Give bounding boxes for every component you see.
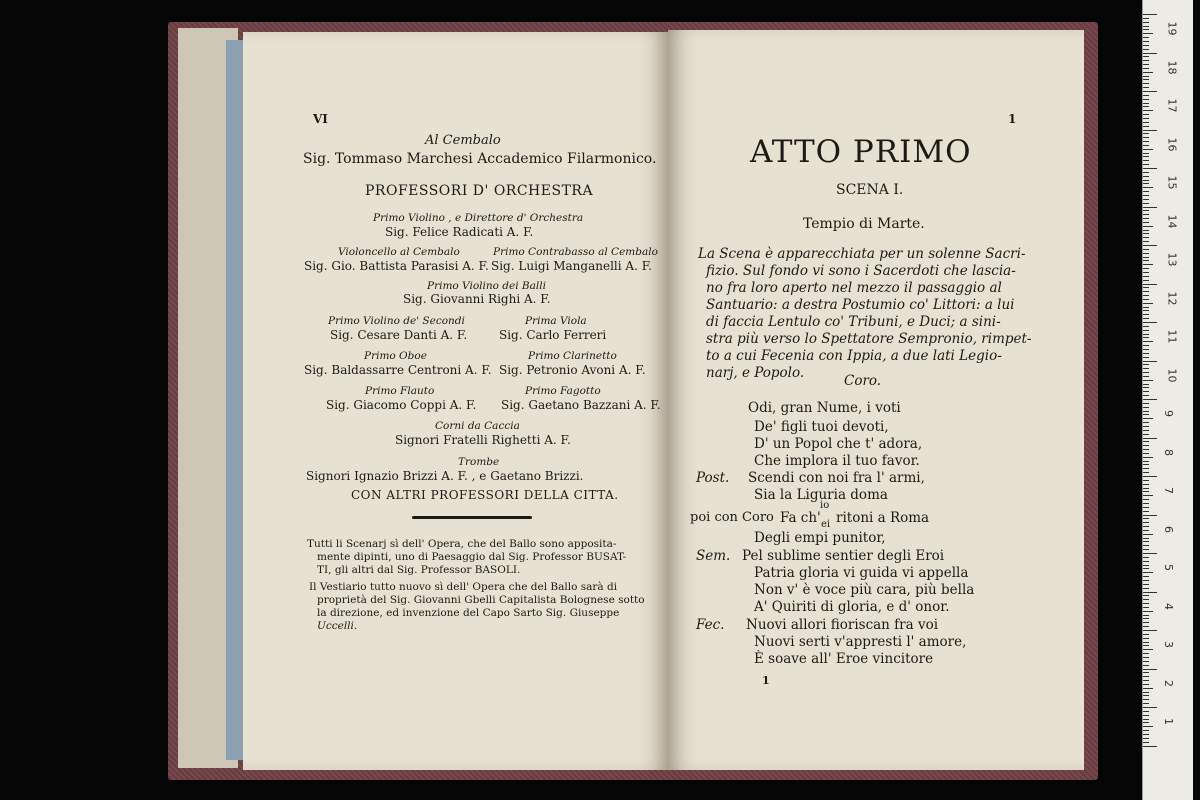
ruler-tick: [1143, 403, 1149, 404]
ruler-tick: [1143, 103, 1149, 104]
ruler-tick: [1143, 422, 1149, 423]
violoncello-role: Violoncello al Cembalo: [338, 246, 460, 258]
ruler-tick: [1143, 226, 1153, 227]
ruler-tick: [1143, 734, 1149, 735]
balli-name: Sig. Giovanni Righi A. F.: [403, 292, 551, 306]
stage-desc-8: narj, e Popolo.: [706, 365, 805, 381]
ruler-tick: [1143, 245, 1157, 246]
ruler-tick: [1143, 164, 1149, 165]
ruler-number: 15: [1165, 175, 1179, 190]
ruler-tick: [1143, 638, 1149, 639]
ruler-tick: [1143, 314, 1149, 315]
ruler-number: 19: [1165, 21, 1179, 36]
ruler-tick: [1143, 461, 1149, 462]
ruler-tick: [1143, 130, 1157, 131]
contrabasso-role: Primo Contrabasso al Cembalo: [493, 246, 658, 258]
ruler-tick: [1143, 260, 1149, 261]
ruler-tick: [1143, 68, 1149, 69]
ruler-tick: [1143, 272, 1149, 273]
oboe-role: Primo Oboe: [364, 350, 427, 362]
ruler-tick: [1143, 79, 1149, 80]
ruler-tick: [1143, 661, 1149, 662]
vestiario-line-1: Il Vestiario tutto nuovo sì dell' Opera che del Ballo sarà di: [309, 581, 618, 593]
ruler-tick: [1143, 310, 1149, 311]
ruler-number: 7: [1162, 487, 1175, 494]
ruler-tick: [1143, 318, 1149, 319]
ruler-tick: [1143, 49, 1149, 50]
ruler-tick: [1143, 345, 1149, 346]
ruler-tick: [1143, 449, 1149, 450]
verse-7-sup: io: [820, 500, 830, 511]
ruler-tick: [1143, 457, 1153, 458]
scene-setting: Tempio di Marte.: [803, 216, 925, 232]
ruler-tick: [1143, 391, 1149, 392]
ruler-tick: [1143, 515, 1157, 516]
primo-violino-name: Sig. Felice Radicati A. F.: [385, 225, 534, 239]
verse-4: Che implora il tuo favor.: [754, 453, 920, 469]
ruler-tick: [1143, 653, 1149, 654]
ruler-tick: [1143, 83, 1149, 84]
ruler-tick: [1143, 187, 1153, 188]
ruler-tick: [1143, 715, 1149, 716]
verse-11: Non v' è voce più cara, più bella: [754, 582, 975, 598]
ruler-tick: [1143, 722, 1149, 723]
ruler-tick: [1143, 561, 1149, 562]
ruler-tick: [1143, 707, 1157, 708]
ruler-tick: [1143, 703, 1149, 704]
ruler-tick: [1143, 214, 1149, 215]
verse-10: Patria gloria vi guida vi appella: [754, 565, 969, 581]
verse-7-pre: Fa ch': [780, 510, 821, 526]
ruler-tick: [1143, 237, 1149, 238]
corni-name: Signori Fratelli Righetti A. F.: [395, 433, 571, 447]
ruler-tick: [1143, 307, 1149, 308]
ruler-tick: [1143, 488, 1149, 489]
verse-9: Pel sublime sentier degli Eroi: [742, 548, 945, 564]
stage-desc-5: di faccia Lentulo co' Tribuni, e Duci; a sini-: [706, 314, 1001, 330]
ruler-tick: [1143, 657, 1149, 658]
ruler-tick: [1143, 541, 1149, 542]
ruler-tick: [1143, 22, 1149, 23]
ruler-tick: [1143, 511, 1149, 512]
ruler-tick: [1143, 230, 1149, 231]
ruler-tick: [1143, 695, 1149, 696]
verse-1: Odi, gran Nume, i voti: [748, 400, 901, 416]
ruler-tick: [1143, 672, 1149, 673]
ruler-tick: [1143, 592, 1157, 593]
ruler-tick: [1143, 622, 1149, 623]
ruler-tick: [1143, 191, 1149, 192]
ruler-tick: [1143, 241, 1149, 242]
ruler-tick: [1143, 322, 1157, 323]
ruler-tick: [1143, 268, 1149, 269]
page-number-left: VI: [313, 112, 328, 126]
ruler-number: 9: [1162, 410, 1175, 417]
ruler-tick: [1143, 399, 1157, 400]
verse-15: È soave all' Eroe vincitore: [754, 651, 934, 667]
ruler-tick: [1143, 41, 1149, 42]
ruler-tick: [1143, 676, 1149, 677]
speaker-poi-con-coro: poi con Coro: [690, 510, 774, 525]
ruler-tick: [1143, 149, 1153, 150]
ruler-tick: [1143, 407, 1149, 408]
ruler-tick: [1143, 337, 1149, 338]
act-title: ATTO PRIMO: [750, 134, 972, 170]
secondi-name: Sig. Cesare Danti A. F.: [330, 328, 468, 342]
clarinetto-role: Primo Clarinetto: [528, 350, 617, 362]
ruler-tick: [1143, 503, 1149, 504]
ruler-tick: [1143, 180, 1149, 181]
fagotto-name: Sig. Gaetano Bazzani A. F.: [501, 398, 661, 412]
stage-desc-3: no fra loro aperto nel mezzo il passaggio al: [706, 280, 1002, 296]
ruler-tick: [1143, 742, 1149, 743]
vestiario-line-3: la direzione, ed invenzione del Capo Sarto Sig. Giuseppe: [317, 607, 620, 619]
ruler-tick: [1143, 126, 1149, 127]
ruler-tick: [1143, 183, 1149, 184]
ruler-tick: [1143, 553, 1157, 554]
ruler-tick: [1143, 203, 1149, 204]
ruler-tick: [1143, 603, 1149, 604]
ruler-tick: [1143, 595, 1149, 596]
ruler-tick: [1143, 692, 1149, 693]
scenarj-line-3: TI, gli altri dal Sig. Professor BASOLI.: [317, 564, 521, 576]
ruler-tick: [1143, 688, 1153, 689]
ruler-tick: [1143, 711, 1149, 712]
ruler-tick: [1143, 387, 1149, 388]
ruler-tick: [1143, 634, 1149, 635]
ruler-tick: [1143, 361, 1157, 362]
ruler-tick: [1143, 418, 1153, 419]
ruler-tick: [1143, 549, 1149, 550]
ruler-tick: [1143, 29, 1149, 30]
ruler-tick: [1143, 738, 1149, 739]
ruler-tick: [1143, 106, 1149, 107]
flauto-name: Sig. Giacomo Coppi A. F.: [326, 398, 477, 412]
ruler-tick: [1143, 615, 1149, 616]
primo-violino-role: Primo Violino , e Direttore d' Orchestra: [373, 212, 584, 224]
ruler-number: 12: [1165, 291, 1179, 305]
ruler-tick: [1143, 233, 1149, 234]
ruler-tick: [1143, 380, 1153, 381]
ruler-tick: [1143, 746, 1157, 747]
ruler-tick: [1143, 642, 1149, 643]
ruler-tick: [1143, 618, 1149, 619]
ruler-tick: [1143, 453, 1149, 454]
ruler-tick: [1143, 476, 1157, 477]
ruler-tick: [1143, 372, 1149, 373]
ruler-number: 16: [1165, 137, 1179, 151]
ruler-tick: [1143, 14, 1157, 15]
ruler-tick: [1143, 645, 1149, 646]
speaker-postumio: Post.: [696, 470, 730, 486]
ruler-tick: [1143, 588, 1149, 589]
ruler-tick: [1143, 357, 1149, 358]
verse-2: De' figli tuoi devoti,: [754, 419, 889, 435]
ruler-tick: [1143, 199, 1149, 200]
stage-desc-4: Santuario: a destra Postumio co' Littori: a lui: [706, 297, 1015, 313]
ruler-number: 14: [1165, 214, 1179, 228]
ruler-tick: [1143, 684, 1149, 685]
ruler-tick: [1143, 472, 1149, 473]
ruler-tick: [1143, 538, 1149, 539]
ruler-tick: [1143, 468, 1149, 469]
ruler-tick: [1143, 568, 1149, 569]
ruler-tick: [1143, 507, 1149, 508]
ruler-tick: [1143, 680, 1149, 681]
ruler-number: 10: [1165, 368, 1179, 382]
ruler-tick: [1143, 580, 1149, 581]
ruler-tick: [1143, 349, 1149, 350]
ruler-tick: [1143, 137, 1149, 138]
ruler-tick: [1143, 249, 1149, 250]
ruler-tick: [1143, 726, 1153, 727]
ruler-tick: [1143, 326, 1149, 327]
ruler-tick: [1143, 545, 1149, 546]
ruler-tick: [1143, 122, 1149, 123]
fagotto-role: Primo Fagotto: [525, 385, 601, 397]
ruler-tick: [1143, 441, 1149, 442]
ruler-tick: [1143, 411, 1149, 412]
ruler-tick: [1143, 18, 1149, 19]
ruler-tick: [1143, 491, 1149, 492]
ruler-tick: [1143, 334, 1149, 335]
secondi-role: Primo Violino de' Secondi: [328, 315, 465, 327]
ruler-number: 11: [1165, 329, 1179, 344]
verse-7-post: ritoni a Roma: [836, 510, 930, 526]
ruler-tick: [1143, 287, 1149, 288]
cembalo-label: Al Cembalo: [425, 133, 501, 148]
ruler-number: 18: [1165, 60, 1179, 74]
ruler-tick: [1143, 719, 1149, 720]
scene-heading: SCENA I.: [836, 182, 904, 198]
ruler-tick: [1143, 445, 1149, 446]
ruler-tick: [1143, 153, 1149, 154]
ruler-tick: [1143, 626, 1149, 627]
ruler-tick: [1143, 284, 1157, 285]
stage-desc-1: La Scena è apparecchiata per un solenne Sacri-: [698, 246, 1026, 262]
orchestra-heading: PROFESSORI D' ORCHESTRA: [365, 183, 594, 199]
violoncello-name: Sig. Gio. Battista Parasisi A. F.: [304, 259, 489, 273]
ruler-tick: [1143, 607, 1149, 608]
ruler-number: 4: [1162, 602, 1175, 610]
ruler-tick: [1143, 291, 1149, 292]
ruler-tick: [1143, 160, 1149, 161]
ruler-tick: [1143, 669, 1157, 670]
ruler-tick: [1143, 572, 1153, 573]
scenarj-line-1: Tutti li Scenarj sì dell' Opera, che del Ballo sono apposita-: [307, 538, 617, 550]
ruler-number: 5: [1162, 564, 1175, 571]
ruler-tick: [1143, 665, 1149, 666]
ruler-number: 8: [1162, 448, 1175, 456]
vestiario-line-4: Uccelli.: [317, 620, 358, 632]
ruler-tick: [1143, 364, 1149, 365]
ruler-tick: [1143, 218, 1149, 219]
verse-6: Sia la Liguria doma: [754, 487, 888, 503]
ruler-tick: [1143, 253, 1149, 254]
trombe-role: Trombe: [458, 456, 500, 468]
ruler-tick: [1143, 526, 1149, 527]
ruler-tick: [1143, 299, 1149, 300]
signature-mark: 1: [762, 674, 770, 687]
ruler-tick: [1143, 530, 1149, 531]
ruler-tick: [1143, 91, 1157, 92]
ruler-tick: [1143, 99, 1149, 100]
ruler-tick: [1143, 172, 1149, 173]
viola-name: Sig. Carlo Ferreri: [499, 328, 607, 342]
viola-role: Prima Viola: [525, 315, 587, 327]
ruler-tick: [1143, 434, 1149, 435]
ruler-tick: [1143, 76, 1149, 77]
verse-3: D' un Popol che t' adora,: [754, 436, 923, 452]
ruler-tick: [1143, 33, 1153, 34]
ruler-tick: [1143, 576, 1149, 577]
ruler-tick: [1143, 649, 1153, 650]
verse-14: Nuovi serti v'appresti l' amore,: [754, 634, 967, 650]
speaker-fecenia: Fec.: [696, 617, 725, 633]
ruler-tick: [1143, 207, 1157, 208]
ruler-tick: [1143, 64, 1149, 65]
flauto-role: Primo Flauto: [365, 385, 435, 397]
ruler-tick: [1143, 168, 1157, 169]
trombe-name: Signori Ignazio Brizzi A. F. , e Gaetano Brizzi.: [306, 469, 584, 483]
ruler-tick: [1143, 499, 1149, 500]
ruler-tick: [1143, 264, 1153, 265]
ruler-tick: [1143, 341, 1153, 342]
ruler-tick: [1143, 114, 1149, 115]
ruler-tick: [1143, 464, 1149, 465]
ruler-tick: [1143, 495, 1153, 496]
cembalo-name: Sig. Tommaso Marchesi Accademico Filarmonico.: [303, 151, 657, 167]
ruler-tick: [1143, 599, 1149, 600]
ruler-tick: [1143, 257, 1149, 258]
measuring-ruler: [1142, 0, 1193, 800]
ruler-tick: [1143, 195, 1149, 196]
verse-5: Scendi con noi fra l' armi,: [748, 470, 925, 486]
ruler-tick: [1143, 426, 1149, 427]
contrabasso-name: Sig. Luigi Manganelli A. F.: [491, 259, 652, 273]
ornamental-rule: [412, 516, 532, 519]
ruler-number: 3: [1162, 641, 1175, 648]
ruler-tick: [1143, 145, 1149, 146]
ruler-tick: [1143, 110, 1153, 111]
ruler-tick: [1143, 37, 1149, 38]
ruler-tick: [1143, 630, 1157, 631]
speaker-sempronio: Sem.: [696, 548, 731, 564]
ruler-tick: [1143, 395, 1149, 396]
balli-role: Primo Violino dei Balli: [427, 280, 546, 292]
vestiario-line-2: proprietà del Sig. Giovanni Gbelli Capitalista Bolognese sotto: [317, 594, 645, 606]
verse-13: Nuovi allori fioriscan fra voi: [746, 617, 939, 633]
page-number-right: 1: [1008, 112, 1017, 126]
ruler-tick: [1143, 699, 1149, 700]
corni-role: Corni da Caccia: [435, 420, 520, 432]
coro-label: Coro.: [844, 373, 882, 389]
ruler-tick: [1143, 480, 1149, 481]
ruler-tick: [1143, 384, 1149, 385]
clarinetto-name: Sig. Petronio Avoni A. F.: [499, 363, 646, 377]
verse-12: A' Quiriti di gloria, e d' onor.: [754, 599, 950, 615]
ruler-tick: [1143, 56, 1149, 57]
ruler-number: 6: [1162, 525, 1175, 533]
ruler-tick: [1143, 414, 1149, 415]
ruler-tick: [1143, 276, 1149, 277]
ruler-tick: [1143, 60, 1149, 61]
left-page: [243, 32, 668, 770]
stage-desc-6: stra più verso lo Spettatore Sempronio, rimpet-: [706, 331, 1032, 347]
ruler-tick: [1143, 87, 1149, 88]
right-page: [668, 30, 1084, 770]
ruler-tick: [1143, 141, 1149, 142]
ruler-tick: [1143, 584, 1149, 585]
ruler-tick: [1143, 210, 1149, 211]
ruler-tick: [1143, 118, 1149, 119]
con-altri-line: CON ALTRI PROFESSORI DELLA CITTA.: [351, 488, 619, 502]
ruler-tick: [1143, 280, 1149, 281]
ruler-tick: [1143, 353, 1149, 354]
ruler-tick: [1143, 611, 1153, 612]
ruler-number: 17: [1165, 98, 1179, 113]
ruler-tick: [1143, 518, 1149, 519]
verse-7-sub: ei: [821, 519, 831, 530]
ruler-tick: [1143, 133, 1149, 134]
oboe-name: Sig. Baldassarre Centroni A. F.: [304, 363, 492, 377]
ruler-tick: [1143, 557, 1149, 558]
ruler-tick: [1143, 176, 1149, 177]
ruler-tick: [1143, 156, 1149, 157]
ruler-tick: [1143, 565, 1149, 566]
ruler-tick: [1143, 53, 1157, 54]
ruler-number: 13: [1165, 252, 1179, 267]
ruler-tick: [1143, 45, 1149, 46]
ruler-tick: [1143, 95, 1149, 96]
ruler-tick: [1143, 430, 1149, 431]
ruler-tick: [1143, 484, 1149, 485]
stage-desc-7: to a cui Fecenia con Ippia, a due lati Legio-: [706, 348, 1002, 364]
ruler-tick: [1143, 534, 1153, 535]
ruler-tick: [1143, 730, 1149, 731]
ruler-tick: [1143, 303, 1153, 304]
ruler-tick: [1143, 368, 1149, 369]
ruler-number: 1: [1162, 718, 1175, 725]
ruler-tick: [1143, 26, 1149, 27]
ruler-tick: [1143, 438, 1157, 439]
scenarj-line-2: mente dipinti, uno di Paesaggio dal Sig. Professor BUSAT-: [317, 551, 627, 563]
stage-desc-2: fizio. Sul fondo vi sono i Sacerdoti che lascia-: [706, 263, 1016, 279]
ruler-number: 2: [1162, 679, 1175, 687]
ruler-tick: [1143, 295, 1149, 296]
ruler-tick: [1143, 522, 1149, 523]
ruler-tick: [1143, 222, 1149, 223]
ruler-tick: [1143, 330, 1149, 331]
verse-8: Degli empi punitor,: [754, 530, 886, 546]
ruler-tick: [1143, 72, 1153, 73]
ruler-tick: [1143, 376, 1149, 377]
